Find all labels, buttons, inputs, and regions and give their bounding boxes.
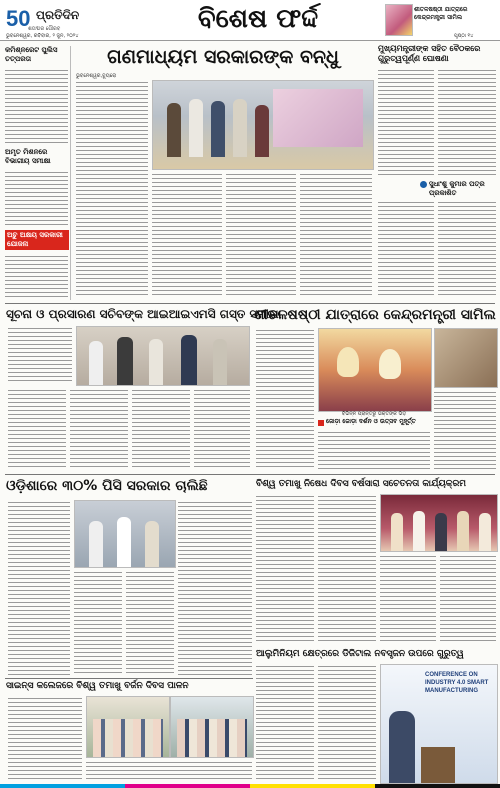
masthead — [0, 0, 500, 41]
logo-number: 50 — [6, 6, 31, 31]
story4-person-3 — [145, 521, 159, 567]
divider-3 — [5, 678, 253, 679]
story5-person-4 — [457, 511, 469, 551]
story5-text-4 — [440, 554, 496, 644]
story7-photo-1 — [86, 696, 170, 758]
left-headline-2: ଅମୃତ ମିଶନରେ ବିଭାଗୀୟ ସମୀକ୍ଷା — [5, 148, 51, 165]
left-column — [5, 46, 71, 300]
story5-person-2 — [413, 511, 425, 551]
divider-2 — [5, 474, 495, 475]
story3-bullet-marker — [318, 420, 324, 426]
story6-podium — [421, 747, 455, 783]
story3-bullet: ଜୋଡ଼ା ଜୋଡ଼ା ଦର୍ଶନ ଓ ଉତ୍ସବ ମୁହୂର୍ତ୍ତ — [326, 418, 416, 425]
story5-photo — [380, 494, 498, 552]
stage-person-5 — [255, 105, 269, 157]
right-text-1 — [378, 68, 434, 178]
left-headline-1: କମିଶ୍ନରେଟ ପୁଲିସ ତତ୍ପରତା — [5, 46, 58, 63]
divider-1 — [5, 303, 495, 304]
story2-photo — [76, 326, 250, 386]
story7-text-2 — [86, 760, 252, 782]
deity-figure-1 — [337, 347, 359, 377]
story5-person-5 — [479, 513, 491, 551]
left-text-1 — [5, 68, 68, 144]
newspaper-logo — [6, 6, 146, 34]
promo-text: ଶୀତଳଷଷ୍ଠୀ ଯାତ୍ରାରେ କେନ୍ଦ୍ରମନ୍ତ୍ରୀ ସାମିଲ — [414, 6, 468, 21]
story4-person-1 — [89, 521, 103, 567]
story2-text-5 — [194, 388, 250, 470]
logo-tagline: ଶତାବ୍ଦୀର ଗୌରବ — [28, 26, 61, 32]
promo-photo — [385, 4, 413, 36]
story4-photo — [74, 500, 176, 568]
story3-photo — [318, 328, 432, 412]
left-headline-3-box — [5, 230, 69, 250]
story2-text-3 — [70, 388, 128, 470]
stage-person-3 — [211, 101, 225, 157]
main-text-left — [76, 80, 148, 298]
right-subhead: ସୁଧାଂଶୁ କୁମାର ପତ୍ର ପ୍ରକାଶିତ — [429, 180, 485, 197]
stage-person-1 — [167, 103, 181, 157]
story3-caption: ବିଭିନ୍ନ ପ୍ରାନ୍ତରୁ ଭକ୍ତଙ୍କ ଭିଡ଼ — [341, 411, 407, 417]
right-text-3 — [378, 200, 434, 298]
story4-text-4 — [178, 500, 252, 676]
story2-person-4 — [181, 335, 197, 385]
story2-text-1 — [8, 326, 72, 384]
right-text-2 — [438, 68, 496, 178]
logo-name: ପ୍ରତିଦିନ — [36, 8, 80, 22]
deity-figure-2 — [379, 349, 401, 379]
story7-text-1 — [8, 696, 82, 782]
color-registration-strip — [0, 784, 500, 788]
story4-headline: ଓଡ଼ିଶାରେ ୩୦% ପିସି ସରକାର ଚାଲିଛି — [6, 478, 208, 494]
story2-headline: ସୂଚନା ଓ ପ୍ରସାରଣ ସଚିବଙ୍କ ଆଇଆଇଏମସି ଗସ୍ତ ସମୀକ୍ଷା — [6, 307, 282, 321]
story3-text-2 — [434, 390, 496, 470]
main-text-mid-2 — [226, 172, 296, 298]
story4-person-2 — [117, 517, 131, 567]
story2-person-5 — [213, 339, 227, 385]
story2-person-3 — [149, 339, 163, 385]
left-text-3 — [5, 254, 68, 298]
page-number: ପୃଷ୍ଠା ୧୪ — [454, 33, 474, 39]
right-headline: ମୁଖ୍ୟମନ୍ତ୍ରୀଙ୍କ ସହିତ ବୈଠକରେ ଗୁରୁତ୍ୱପୂର୍ଣ୍ଣ ଘୋଷଣା — [378, 44, 481, 63]
story5-person-3 — [435, 513, 447, 551]
story4-text-1 — [8, 500, 70, 676]
stage-person-2 — [189, 99, 203, 157]
story3-text-1 — [256, 328, 314, 470]
story4-text-3 — [126, 570, 174, 676]
stage-banner — [273, 89, 363, 147]
story2-text-2 — [8, 388, 66, 470]
main-dateline: ଭୁବନେଶ୍ୱର,ବ୍ୟୁରୋ — [76, 73, 117, 79]
story3-headline: ଶୀତଳଷଷ୍ଠୀ ଯାତ୍ରାରେ କେନ୍ଦ୍ରମନ୍ତ୍ରୀ ସାମିଲ — [254, 307, 496, 323]
stage-person-4 — [233, 99, 247, 157]
story2-person-1 — [89, 341, 103, 385]
story6-banner-text: CONFERENCE ON INDUSTRY 4.0 SMART MANUFACTURING — [425, 672, 489, 694]
story2-text-4 — [132, 388, 190, 470]
story6-photo — [380, 664, 498, 784]
right-subhead-marker — [420, 181, 427, 188]
story5-person-1 — [391, 513, 403, 551]
story3-text-3 — [318, 430, 430, 470]
story7-photo-2 — [170, 696, 254, 758]
story6-text-2 — [318, 664, 376, 782]
left-headline-3: ଅଚୁ ଅକ୍ଷୟ ସରକାରୀ ଯୋଜନା — [7, 231, 63, 248]
right-text-4 — [438, 200, 496, 298]
main-text-mid-1 — [152, 172, 222, 298]
main-text-mid-3 — [300, 172, 372, 298]
story5-headline: ବିଶ୍ୱ ତମାଖୁ ନିଷେଧ ଦିବସ ବର୍ଷସାରା ସଚେତନତା କାର୍ଯ୍ୟକ୍ରମ — [256, 479, 467, 489]
story6-text-1 — [256, 664, 314, 782]
story5-text-2 — [318, 494, 376, 644]
story7-headline: ସାଇନ୍ସ କଲେଜରେ ବିଶ୍ୱ ତମାଖୁ ବର୍ଜନ ଦିବସ ପାଳନ — [6, 681, 189, 691]
main-photo-stage — [152, 80, 374, 170]
story5-text-1 — [256, 494, 314, 644]
left-text-2 — [5, 170, 68, 226]
main-headline: ଗଣମାଧ୍ୟମ ସରକାରଙ୍କ ବନ୍ଧୁ — [107, 46, 339, 68]
story4-text-2 — [74, 570, 122, 676]
story3-photo-2 — [434, 328, 498, 388]
story7-group-1 — [93, 719, 163, 757]
story5-text-3 — [380, 554, 436, 644]
story7-group-2 — [177, 719, 247, 757]
section-title: ବିଶେଷ ଫର୍ଦ୍ଦ — [197, 4, 319, 34]
story6-headline: ଆଲୁମିନିୟମ କ୍ଷେତ୍ରରେ ଡିଜିଟାଲ ନବସୃଜନ ଉପରେ ଗୁରୁତ୍ୱ — [256, 649, 464, 659]
story2-person-2 — [117, 337, 133, 385]
dateline: ଭୁବନେଶ୍ୱର, ରବିବାର, ୨ ଜୁନ, ୨୦୨୪ — [6, 33, 79, 39]
story6-speaker — [389, 711, 415, 783]
